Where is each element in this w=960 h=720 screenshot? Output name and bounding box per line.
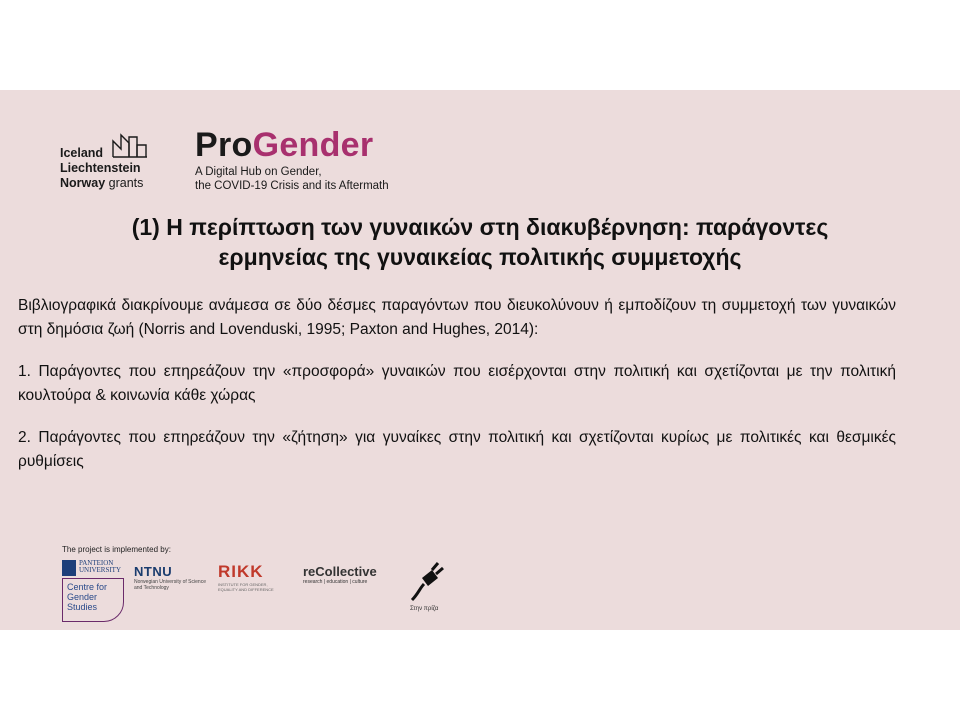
- eea-line2: Liechtenstein: [60, 161, 141, 175]
- slide-body: [18, 294, 896, 492]
- panteion-crest-icon: [62, 560, 76, 576]
- centre-gender-studies-label: Centre for Gender Studies: [62, 578, 124, 622]
- panteion-logo: PANTEION UNIVERSITY Centre for Gender Studies: [60, 558, 128, 624]
- intro-paragraph: Βιβλιογραφικά διακρίνουμε ανάμεσα σε δύο δέσμες παραγόντων που διευκολύνουν ή εμποδίζουν τη συμμετοχή των γυναικών στη δημόσια ζωή (Norris and Lovenduski, 1995; Paxton and Hughes, 2014):: [18, 297, 896, 338]
- eea-grants-logo: [60, 132, 170, 190]
- stin-priza-logo: Στην πρίζα: [408, 558, 448, 620]
- factor-2-paragraph: 2. Παράγοντες που επηρεάζουν την «ζήτηση» για γυναίκες στην πολιτική και σχετίζονται κυρίως με πολιτικές και θεσμικές ρυθμίσεις: [18, 429, 896, 470]
- implemented-by-label: The project is implemented by:: [62, 545, 171, 554]
- partner-logos: [58, 558, 478, 628]
- eea-line3: Norway grants: [60, 176, 144, 190]
- eea-grants-mark-icon: [112, 132, 148, 158]
- slide: [0, 90, 960, 630]
- heading-line2: ερμηνείας της γυναικείας πολιτικής συμμετοχής: [218, 244, 742, 270]
- progender-subtitle: A Digital Hub on Gender, the COVID-19 Crisis and its Aftermath: [195, 166, 389, 192]
- ntnu-logo: NTNU Norwegian University of Science and Technology: [134, 564, 206, 591]
- eea-line1: Iceland: [60, 146, 104, 160]
- slide-heading: [40, 212, 920, 272]
- progender-logo: [195, 126, 389, 193]
- recollective-logo: reCollective research | education | culture: [303, 564, 377, 585]
- heading-line1: (1) Η περίπτωση των γυναικών στη διακυβέρνηση: παράγοντες: [131, 214, 829, 240]
- progender-title: ProGender: [195, 126, 374, 164]
- rikk-logo: RIKK INSTITUTE FOR GENDER, EQUALITY AND DIFFERENCE: [218, 562, 274, 592]
- factor-1-paragraph: 1. Παράγοντες που επηρεάζουν την «προσφορά» γυναικών που εισέρχονται στην πολιτική και σχετίζονται με την πολιτική κουλτούρα & κοινωνία κάθε χώρας: [18, 363, 896, 404]
- plug-icon: [408, 558, 448, 604]
